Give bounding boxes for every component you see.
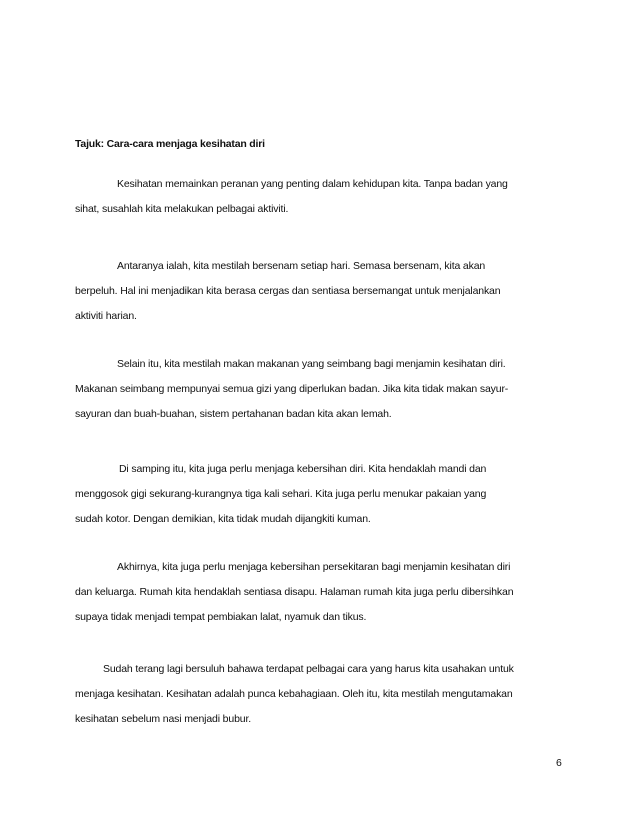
paragraph-line: Akhirnya, kita juga perlu menjaga kebersihan persekitaran bagi menjamin kesihatan diri	[117, 561, 511, 573]
document-title: Tajuk: Cara-cara menjaga kesihatan diri	[75, 138, 265, 150]
paragraph-line: Makanan seimbang mempunyai semua gizi yang diperlukan badan. Jika kita tidak makan sayur-	[75, 383, 509, 395]
paragraph-intro	[75, 172, 567, 222]
paragraph-exercise	[75, 254, 567, 329]
paragraph-line: Sudah terang lagi bersuluh bahawa terdapat pelbagai cara yang harus kita usahakan untuk	[103, 663, 514, 675]
paragraph-line: Di samping itu, kita juga perlu menjaga kebersihan diri. Kita hendaklah mandi dan	[119, 463, 487, 475]
paragraph-line: aktiviti harian.	[75, 310, 137, 322]
paragraph-line: kesihatan sebelum nasi menjadi bubur.	[75, 713, 251, 725]
paragraph-line: Antaranya ialah, kita mestilah bersenam setiap hari. Semasa bersenam, kita akan	[117, 260, 486, 272]
paragraph-line: Selain itu, kita mestilah makan makanan yang seimbang bagi menjamin kesihatan diri.	[117, 358, 506, 370]
paragraph-line: sudah kotor. Dengan demikian, kita tidak mudah dijangkiti kuman.	[75, 513, 371, 525]
paragraph-hygiene	[75, 457, 567, 532]
paragraph-line: sihat, susahlah kita melakukan pelbagai aktiviti.	[75, 203, 289, 215]
paragraph-diet	[75, 352, 567, 427]
paragraph-line: menggosok gigi sekurang-kurangnya tiga kali sehari. Kita juga perlu menukar pakaian yang	[75, 488, 487, 500]
paragraph-line: supaya tidak menjadi tempat pembiakan lalat, nyamuk dan tikus.	[75, 611, 367, 623]
paragraph-line: sayuran dan buah-buahan, sistem pertahanan badan kita akan lemah.	[75, 408, 392, 420]
paragraph-line: dan keluarga. Rumah kita hendaklah sentiasa disapu. Halaman rumah kita juga perlu dibersihkan	[75, 586, 514, 598]
paragraph-line: berpeluh. Hal ini menjadikan kita berasa cergas dan sentiasa bersemangat untuk menjalankan	[75, 285, 501, 297]
paragraph-conclusion	[75, 657, 567, 732]
page-number: 6	[556, 757, 562, 769]
paragraph-environment	[75, 555, 567, 630]
paragraph-line: menjaga kesihatan. Kesihatan adalah punca kebahagiaan. Oleh itu, kita mestilah mengutamakan	[75, 688, 513, 700]
paragraph-line: Kesihatan memainkan peranan yang penting dalam kehidupan kita. Tanpa badan yang	[117, 178, 508, 190]
